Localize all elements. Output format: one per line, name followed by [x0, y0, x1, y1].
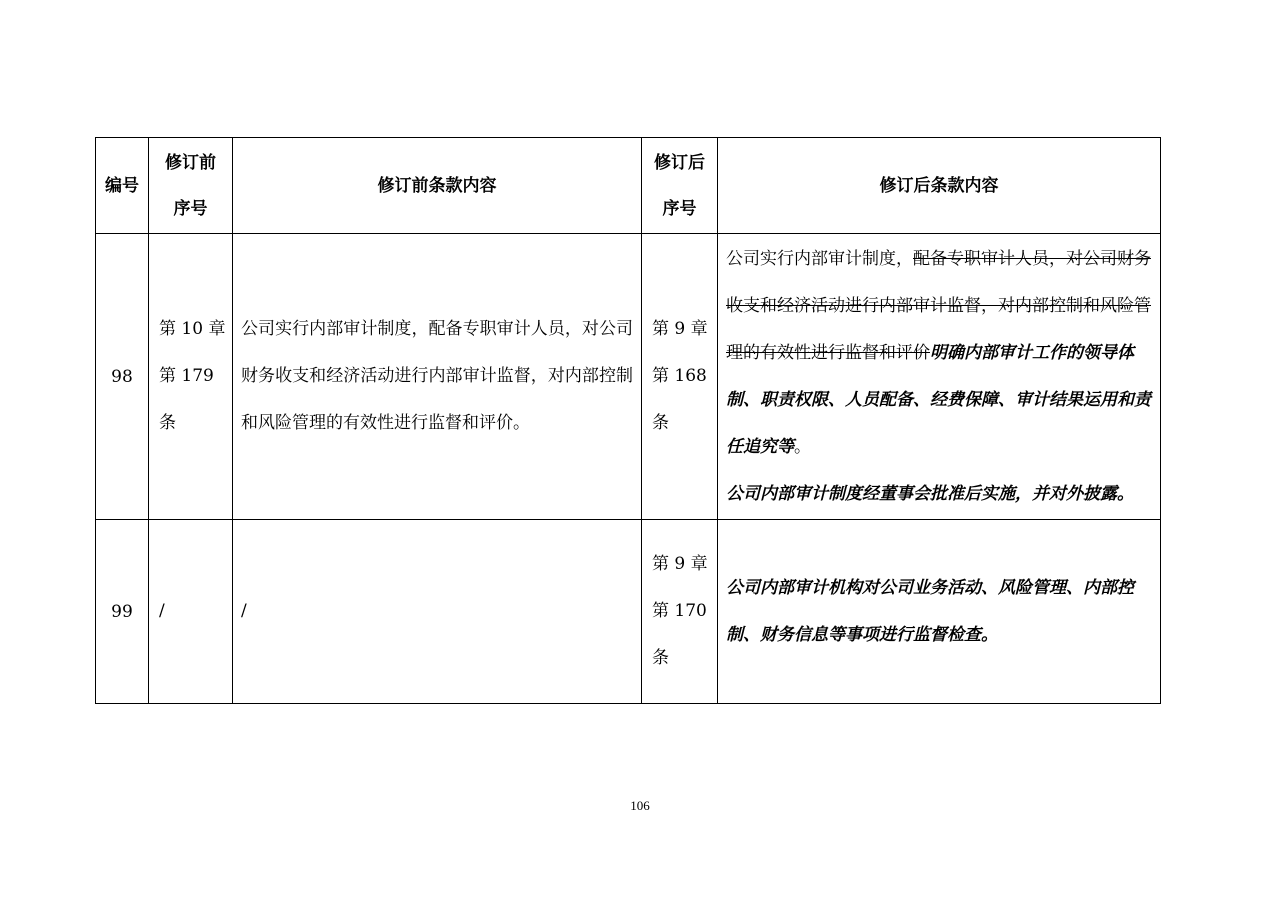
after-content — [718, 234, 1161, 520]
kept-text: 公司实行内部审计制度， — [726, 248, 913, 269]
page-number: 106 — [630, 798, 650, 813]
row-number: 98 — [96, 234, 149, 520]
end-punct: 。 — [794, 436, 811, 457]
after-seq: 第 9 章 第 168 条 — [642, 234, 718, 520]
after-content-para-1 — [726, 236, 1152, 471]
table-row — [96, 520, 1161, 704]
before-content: / — [233, 520, 642, 704]
table-row — [96, 234, 1161, 520]
header-before-content: 修订前条款内容 — [233, 138, 642, 234]
before-seq: 第 10 章 第 179 条 — [149, 234, 233, 520]
before-seq: / — [149, 520, 233, 704]
deleted-text: 配备专职审计人员，对公司财务收支和经济活动进行内部审计监督，对内部控制和风险管理的有效性进行监督和评价 — [726, 248, 1151, 363]
added-text: 公司内部审计机构对公司业务活动、风险管理、内部控制、财务信息等事项进行监督检查。 — [726, 577, 1134, 645]
revision-table — [95, 137, 1161, 704]
row-number: 99 — [96, 520, 149, 704]
header-number: 编号 — [96, 138, 149, 234]
after-seq: 第 9 章 第 170 条 — [642, 520, 718, 704]
header-after-content: 修订后条款内容 — [718, 138, 1161, 234]
before-content: 公司实行内部审计制度，配备专职审计人员，对公司财务收支和经济活动进行内部审计监督，对内部控制和风险管理的有效性进行监督和评价。 — [233, 234, 642, 520]
header-before-seq: 修订前 序号 — [149, 138, 233, 234]
table-header-row — [96, 138, 1161, 234]
after-content — [718, 520, 1161, 704]
added-text: 明确内部审计工作的领导体制、职责权限、人员配备、经费保障、审计结果运用和责任追究等 — [726, 342, 1151, 457]
added-paragraph: 公司内部审计制度经董事会批准后实施，并对外披露。 — [726, 483, 1134, 504]
header-after-seq: 修订后 序号 — [642, 138, 718, 234]
